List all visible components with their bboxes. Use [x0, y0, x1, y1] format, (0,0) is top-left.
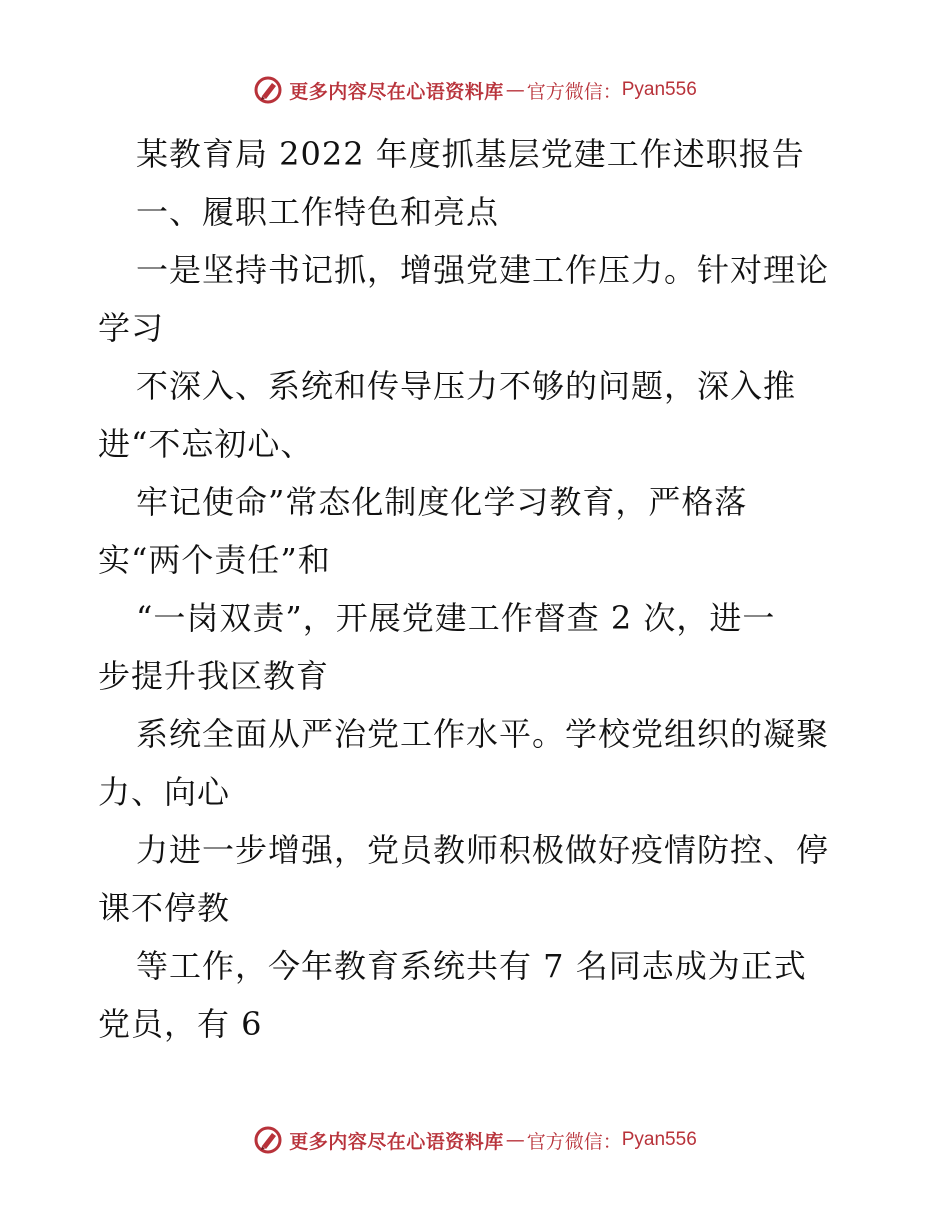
red-pen-logo-icon: [253, 75, 283, 105]
paragraph-line: 力、向心: [98, 773, 231, 811]
paragraph-line: 力进一步增强，党员教师积极做好疫情防控、停: [136, 831, 830, 869]
watermark-main-text: 更多内容尽在心语资料库: [289, 1130, 504, 1153]
watermark-wechat-id: Pyan556: [621, 1129, 697, 1150]
watermark-wechat-id: Pyan556: [621, 79, 697, 100]
document-title: 某教育局 2022 年度抓基层党建工作述职报告: [136, 135, 805, 173]
paragraph-line: 一是坚持书记抓，增强党建工作压力。针对理论: [136, 251, 830, 289]
paragraph-line: 课不停教: [98, 889, 231, 927]
paragraph-line: “一岗双责”，开展党建工作督查 2 次，进一: [136, 599, 776, 637]
paragraph-line: 步提升我区教育: [98, 657, 330, 695]
paragraph-line: 进“不忘初心、: [98, 425, 314, 463]
paragraph-line: 实“两个责任”和: [98, 541, 331, 579]
paragraph-line: 党员，有 6: [98, 1005, 263, 1043]
red-pen-logo-icon: [253, 1125, 283, 1155]
footer-watermark: [0, 1120, 950, 1160]
paragraph-line: 牢记使命”常态化制度化学习教育，严格落: [136, 483, 748, 521]
paragraph-line: 学习: [98, 309, 165, 347]
watermark-dash: —: [505, 1129, 525, 1151]
header-watermark: [0, 70, 950, 110]
paragraph-line: 等工作，今年教育系统共有 7 名同志成为正式: [136, 947, 807, 985]
watermark-official-label: 官方微信：: [526, 1130, 622, 1153]
watermark-dash: —: [505, 79, 525, 101]
section-heading: 一、履职工作特色和亮点: [136, 193, 500, 231]
document-body: [98, 125, 858, 1053]
paragraph-line: 系统全面从严治党工作水平。学校党组织的凝聚: [136, 715, 830, 753]
watermark-main-text: 更多内容尽在心语资料库: [289, 80, 504, 103]
watermark-official-label: 官方微信：: [526, 80, 622, 103]
paragraph-line: 不深入、系统和传导压力不够的问题，深入推: [136, 367, 797, 405]
